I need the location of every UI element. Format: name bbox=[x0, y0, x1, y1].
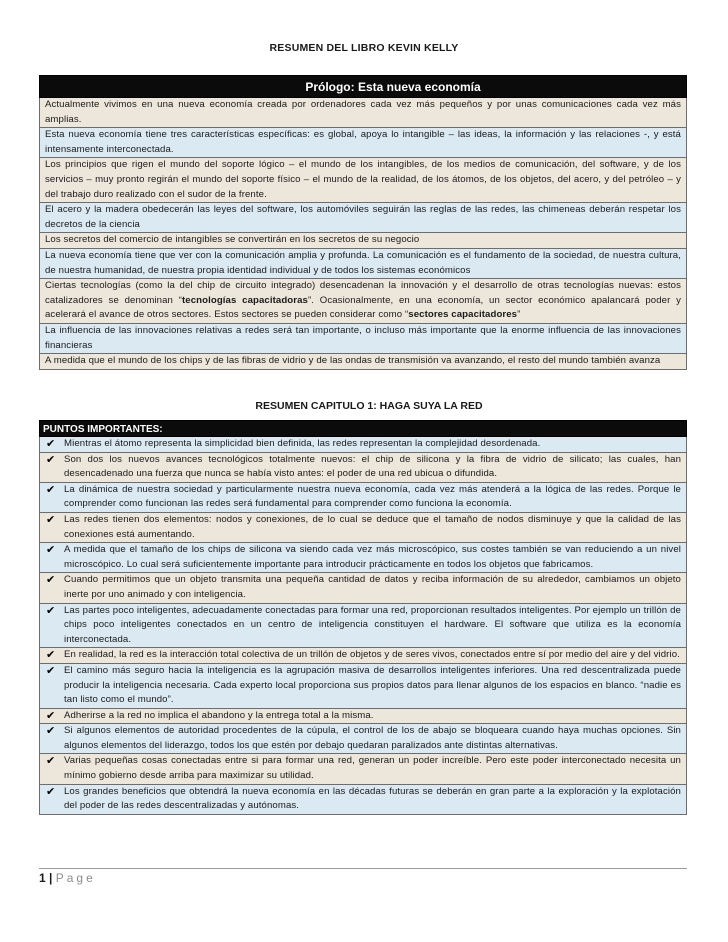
list-item bbox=[39, 483, 687, 513]
page-number: 1 bbox=[39, 871, 46, 885]
bold-term: sectores capacitadores bbox=[408, 309, 518, 321]
checkmark-icon: ✔ bbox=[46, 725, 56, 738]
list-item bbox=[39, 724, 687, 754]
chapter-title: RESUMEN CAPITULO 1: HAGA SUYA LA RED bbox=[255, 400, 483, 412]
prologue-row: Esta nueva economía tiene tres características específicas: es global, apoya lo intangible – las ideas, la información y las relaciones -, y está intensamente interconectada. bbox=[39, 128, 687, 158]
prologue-heading: Prólogo: Esta nueva economía bbox=[39, 75, 687, 98]
list-item-text: En realidad, la red es la interacción total colectiva de un trillón de objetos y de seres vivos, conectados entre sí por medio del aire y del vidrio. bbox=[64, 649, 680, 661]
list-item-text: Las redes tienen dos elementos: nodos y conexiones, de lo cual se deduce que el tamaño de nodos disminuye y que la calidad de las conexiones está aumentando. bbox=[64, 513, 681, 540]
checkmark-icon: ✔ bbox=[46, 649, 56, 662]
list-item bbox=[39, 573, 687, 603]
list-item bbox=[39, 543, 687, 573]
checkmark-icon: ✔ bbox=[46, 438, 56, 450]
checkmark-icon: ✔ bbox=[46, 544, 56, 557]
checkmark-icon: ✔ bbox=[46, 453, 56, 466]
prologue-row: Los principios que rigen el mundo del soporte lógico – el mundo de los intangibles, de los medios de comunicación, del software, y de los servicios – muy pronto regirán el mundo del soporte físico – el mundo de la realidad, de los átomos, de los objetos, del acero, y del petróleo – y del trabajo duro realizado con el sudor de la frente. bbox=[39, 158, 687, 203]
checkmark-icon: ✔ bbox=[46, 513, 56, 526]
checkmark-icon: ✔ bbox=[46, 664, 56, 677]
list-item-text: A medida que el tamaño de los chips de silicona va siendo cada vez más microscópico, sus costes también se van reduciendo a un nivel microscópico. Lo cual será suficientemente importante para introducir prácticamente en todos los objetos que fabricamos. bbox=[64, 544, 681, 570]
list-item bbox=[39, 785, 687, 815]
footer-separator: | bbox=[49, 871, 53, 885]
prologue-row bbox=[39, 279, 687, 324]
row-text: ”. Ocasionalmente, en una economía, un sector económico apalancará poder y acelerará el avance de otros sectores. Estos sectores se pueden considerar como “ bbox=[45, 294, 681, 321]
list-item-text: Son dos los nuevos avances tecnológicos totalmente nuevos: el chip de silicona y la fibra de vidrio de silicato; las cuales, han desencadenado una fuerza que nunca se había visto antes: el poder de una red ubicua o difundida. bbox=[64, 453, 681, 480]
list-item bbox=[39, 648, 687, 664]
prologue-section bbox=[39, 75, 687, 370]
page-footer bbox=[39, 868, 687, 885]
checkmark-icon: ✔ bbox=[46, 483, 56, 496]
chapter-section bbox=[39, 420, 687, 815]
list-item bbox=[39, 437, 687, 453]
list-item-text: Cuando permitimos que un objeto transmita una pequeña cantidad de datos y reciba información de su alrededor, cambiamos un objeto inerte por uno animado y con inteligencia. bbox=[64, 574, 681, 600]
row-text: Ciertas tecnologías (como la del chip de circuito integrado) desencadenan la innovación y el desarrollo de otras tecnologías nuevas: estos catalizadores se denominan “ bbox=[45, 280, 681, 306]
prologue-row: La influencia de las innovaciones relativas a redes será tan importante, o incluso más importante que la enorme influencia de las innovaciones financieras bbox=[39, 324, 687, 354]
checkmark-icon: ✔ bbox=[46, 755, 56, 768]
list-item-text: Si algunos elementos de autoridad procedentes de la cúpula, el control de los de abajo se bloqueara cuando haya muchas opciones. Sin algunos elementos del liderazgo, todos los que estén por debajo quedaran paralizados ante distintas alternativas. bbox=[64, 725, 681, 751]
list-item bbox=[39, 513, 687, 543]
bold-term: tecnologías capacitadoras bbox=[182, 294, 308, 306]
prologue-row: El acero y la madera obedecerán las leyes del software, los automóviles seguirán las reglas de las redes, las chimeneas deberán respetar los decretos de la ciencia bbox=[39, 203, 687, 233]
list-item-text: Las partes poco inteligentes, adecuadamente conectadas para formar una red, proporcionan resultados inteligentes. Por ejemplo un trillón de chips poco inteligentes conectados en un centro de inteligencia constituyen el hardware. El software que utiliza es la economía interconectada. bbox=[64, 604, 681, 645]
checkmark-icon: ✔ bbox=[46, 785, 56, 798]
list-item-text: Los grandes beneficios que obtendrá la nueva economía en las décadas futuras se deberán en gran parte a la exploración y la explotación del poder de las redes descentralizadas y autónomas. bbox=[64, 785, 681, 812]
page-label: Page bbox=[55, 871, 96, 885]
list-item-text: Varias pequeñas cosas conectadas entre si para formar una red, generan un poder increíble. Pero este poder interconectado necesita un mínimo gobierno desde arriba para maximizar su utilidad. bbox=[64, 755, 681, 782]
page-title: RESUMEN DEL LIBRO KEVIN KELLY bbox=[269, 42, 459, 54]
list-item bbox=[39, 604, 687, 649]
prologue-row: La nueva economía tiene que ver con la comunicación amplia y profunda. La comunicación es el fundamento de la sociedad, de nuestra cultura, de nuestra humanidad, de nuestra propia identidad individual y de todos los sistemas económicos bbox=[39, 249, 687, 279]
list-item bbox=[39, 709, 687, 725]
checkmark-icon: ✔ bbox=[46, 709, 56, 722]
prologue-row: Actualmente vivimos en una nueva economía creada por ordenadores cada vez más pequeños y por unas comunicaciones cada vez más amplias. bbox=[39, 98, 687, 128]
checkmark-icon: ✔ bbox=[46, 574, 56, 587]
list-item-text: La dinámica de nuestra sociedad y particularmente nuestra nueva economía, cada vez más atenderá a la lógica de las redes. Porque le comprender como funcionan las redes será fundamental para comprender como funciona la economía. bbox=[64, 483, 681, 510]
list-item bbox=[39, 453, 687, 483]
list-item-text: Mientras el átomo representa la simplicidad bien definida, las redes representan la complejidad desordenada. bbox=[64, 438, 541, 449]
checkmark-icon: ✔ bbox=[46, 604, 56, 617]
list-item-text: Adherirse a la red no implica el abandono y la entrega total a la misma. bbox=[64, 709, 374, 721]
key-points-heading: PUNTOS IMPORTANTES: bbox=[39, 420, 687, 437]
prologue-row: Los secretos del comercio de intangibles se convertirán en los secretos de su negocio bbox=[39, 233, 687, 249]
list-item bbox=[39, 664, 687, 709]
list-item-text: El camino más seguro hacia la inteligencia es la agrupación masiva de desarrollos inteligentes inferiores. Una red descentralizada puede producir la inteligencia necesaria. Cada experto local proporciona sus propios datos para llenar algunos de los espacios en blanco. “nadie es tan listo como el mundo”. bbox=[64, 664, 681, 706]
list-item bbox=[39, 754, 687, 784]
prologue-row: A medida que el mundo de los chips y de las fibras de vidrio y de las ondas de transmisión va avanzando, el resto del mundo también avanza bbox=[39, 354, 687, 370]
row-text: ” bbox=[517, 309, 521, 321]
